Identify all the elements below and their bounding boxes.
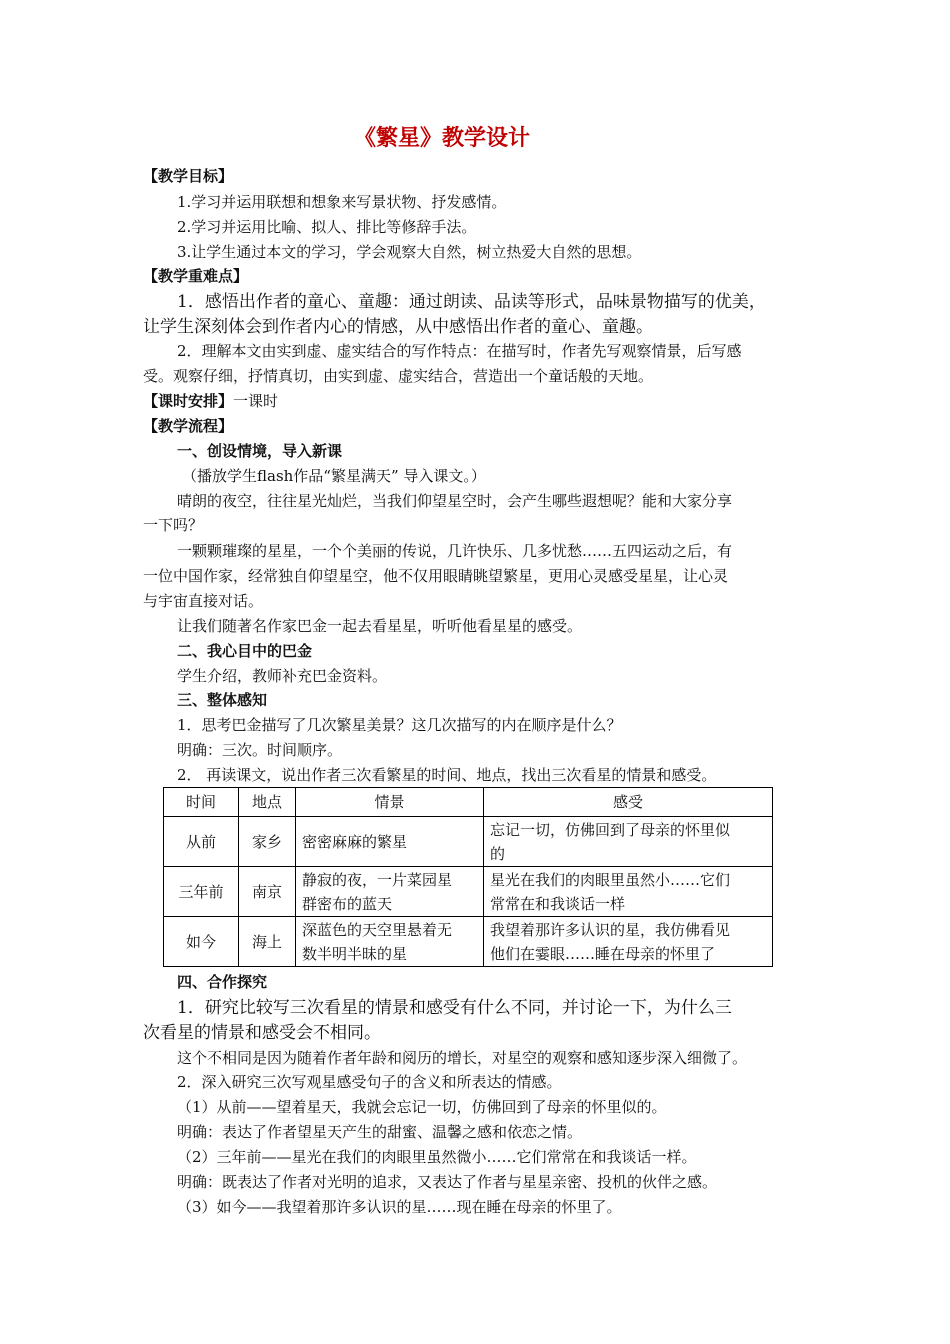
table-cell-time: 三年前 bbox=[164, 867, 239, 917]
schedule-heading: 【课时安排】 bbox=[143, 392, 234, 410]
section-title: 四、合作探究 bbox=[177, 973, 268, 991]
stars-table bbox=[163, 787, 773, 967]
objective-item: 3.让学生通过本文的学习，学会观察大自然，树立热爱大自然的思想。 bbox=[177, 243, 642, 261]
table-cell-scene bbox=[296, 817, 484, 867]
objective-item: 1.学习并运用联想和想象来写景状物、抒发感情。 bbox=[177, 193, 507, 211]
paragraph-line: 学生介绍，教师补充巴金资料。 bbox=[177, 667, 388, 685]
key-point-text: 让学生深刻体会到作者内心的情感，从中感悟出作者的童心、童趣。 bbox=[143, 317, 653, 337]
table-header-row bbox=[164, 788, 773, 817]
cell-line: 我望着那许多认识的星，我仿佛看见 bbox=[490, 920, 731, 939]
table-cell-scene bbox=[296, 867, 484, 917]
cell-line: 静寂的夜，一片菜园星 bbox=[302, 870, 453, 889]
table-cell-place: 家乡 bbox=[239, 817, 296, 867]
paragraph-line: 明确：表达了作者望星天产生的甜蜜、温馨之感和依恋之情。 bbox=[177, 1123, 583, 1141]
paragraph-line: 让我们随著名作家巴金一起去看星星，听听他看星星的感受。 bbox=[177, 617, 583, 635]
paragraph-line: 明确：三次。时间顺序。 bbox=[177, 741, 343, 759]
paragraph-line: 明确：既表达了作者对光明的追求，又表达了作者与星星亲密、投机的伙伴之感。 bbox=[177, 1173, 718, 1191]
table-row bbox=[164, 917, 773, 967]
paragraph-line: 一位中国作家，经常独自仰望星空，他不仅用眼睛眺望繁星，更用心灵感受星星，让心灵 bbox=[143, 567, 729, 585]
process-heading: 【教学流程】 bbox=[143, 417, 234, 435]
cell-line: 深蓝色的天空里悬着无 bbox=[302, 920, 453, 939]
paragraph-line: 这个不相同是因为随着作者年龄和阅历的增长，对星空的观察和感知逐步深入细微了。 bbox=[177, 1049, 748, 1067]
table-cell-feeling bbox=[484, 867, 773, 917]
table-row bbox=[164, 817, 773, 867]
paragraph-line: 2． 再读课文，说出作者三次看繁星的时间、地点，找出三次看星的情景和感受。 bbox=[177, 766, 717, 784]
table-cell-time: 从前 bbox=[164, 817, 239, 867]
key-point-text: 受。观察仔细，抒情真切，由实到虚、虚实结合，营造出一个童话般的天地。 bbox=[143, 367, 654, 385]
paragraph-line: （1）从前——望着星天，我就会忘记一切，仿佛回到了母亲的怀里似的。 bbox=[177, 1098, 667, 1116]
section-title: 一、创设情境，导入新课 bbox=[177, 442, 343, 460]
key-points-heading: 【教学重难点】 bbox=[143, 267, 249, 285]
table-cell-place: 海上 bbox=[239, 917, 296, 967]
schedule-line bbox=[143, 391, 278, 411]
cell-line: 的 bbox=[490, 844, 506, 863]
paragraph-line: （2）三年前——星光在我们的肉眼里虽然微小……它们常常在和我谈话一样。 bbox=[177, 1148, 697, 1166]
paragraph-line: 一颗颗璀璨的星星，一个个美丽的传说，几许快乐、几多忧愁……五四运动之后，有 bbox=[177, 542, 733, 560]
schedule-value: 一课时 bbox=[233, 392, 279, 410]
paragraph-line: 晴朗的夜空，往往星光灿烂，当我们仰望星空时，会产生哪些遐想呢？能和大家分享 bbox=[177, 492, 733, 510]
paragraph-line: （3）如今——我望着那许多认识的星……现在睡在母亲的怀里了。 bbox=[177, 1198, 622, 1216]
table-cell-time: 如今 bbox=[164, 917, 239, 967]
table-cell-feeling bbox=[484, 917, 773, 967]
table-header-cell: 感受 bbox=[484, 788, 773, 817]
paragraph-line: 1．思考巴金描写了几次繁星美景？这几次描写的内在顺序是什么？ bbox=[177, 716, 622, 734]
paragraph-line: （播放学生flash作品“繁星满天” 导入课文。） bbox=[182, 467, 486, 485]
objective-item: 2.学习并运用比喻、拟人、排比等修辞手法。 bbox=[177, 218, 477, 236]
table-header-cell: 地点 bbox=[239, 788, 296, 817]
cell-line: 群密布的蓝天 bbox=[302, 894, 393, 913]
paragraph-line: 一下吗？ bbox=[143, 516, 204, 534]
paragraph-line: 与宇宙直接对话。 bbox=[143, 592, 264, 610]
table-cell-scene bbox=[296, 917, 484, 967]
paragraph-line: 次看星的情景和感受会不相同。 bbox=[143, 1023, 381, 1043]
cell-line: 密密麻麻的繁星 bbox=[302, 832, 408, 851]
table-cell-place: 南京 bbox=[239, 867, 296, 917]
cell-line: 忘记一切，仿佛回到了母亲的怀里似 bbox=[490, 820, 731, 839]
paragraph-line: 1．研究比较写三次看星的情景和感受有什么不同，并讨论一下，为什么三 bbox=[177, 998, 732, 1018]
document-title: 《繁星》教学设计 bbox=[354, 126, 531, 151]
key-point-text: 2．理解本文由实到虚、虚实结合的写作特点：在描写时，作者先写观察情景，后写感 bbox=[177, 342, 742, 360]
cell-line: 常常在和我谈话一样 bbox=[490, 894, 626, 913]
table-header-cell: 时间 bbox=[164, 788, 239, 817]
objectives-heading: 【教学目标】 bbox=[143, 167, 234, 185]
cell-line: 星光在我们的肉眼里虽然小……它们 bbox=[490, 870, 731, 889]
key-point-text: 1．感悟出作者的童心、童趣：通过朗读、品读等形式，品味景物描写的优美， bbox=[177, 292, 766, 312]
cell-line: 数半明半昧的星 bbox=[302, 944, 408, 963]
table-cell-feeling bbox=[484, 817, 773, 867]
table-header-cell: 情景 bbox=[296, 788, 484, 817]
section-title: 三、整体感知 bbox=[177, 691, 268, 709]
cell-line: 他们在霎眼……睡在母亲的怀里了 bbox=[490, 944, 716, 963]
paragraph-line: 2．深入研究三次写观星感受句子的含义和所表达的情感。 bbox=[177, 1073, 562, 1091]
table-row bbox=[164, 867, 773, 917]
section-title: 二、我心目中的巴金 bbox=[177, 642, 313, 660]
